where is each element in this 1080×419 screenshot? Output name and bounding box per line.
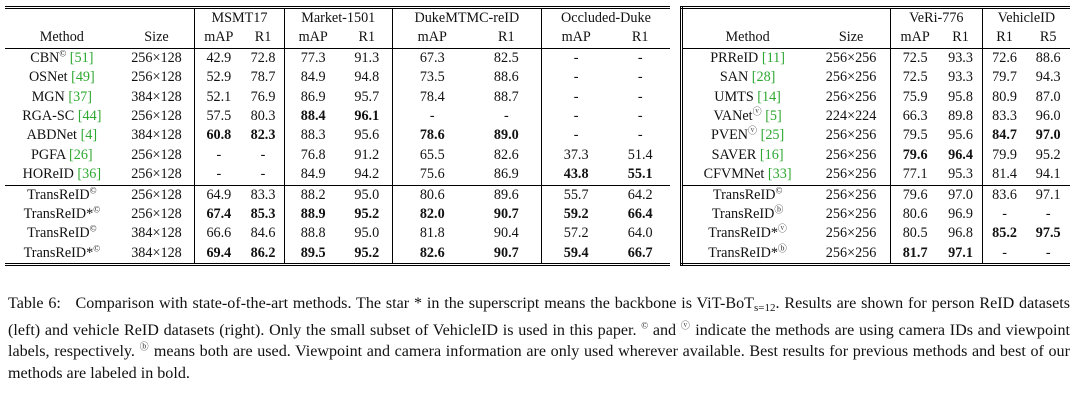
caption-text: means both are used. Viewpoint and camera information are only used wherever available. Best results for previous methods and best of our methods are labeled in bold. <box>8 343 1070 382</box>
metric-header: mAP <box>890 28 939 48</box>
value-cell: 51.4 <box>627 146 653 163</box>
method-name: TransReID <box>27 186 90 203</box>
value-cell: 95.7 <box>354 88 380 105</box>
value-cell: 96.0 <box>1035 108 1061 125</box>
col-header-method <box>682 8 813 29</box>
table-row <box>682 224 1071 243</box>
method-cell <box>5 146 119 165</box>
value-cell: 78.6 <box>392 126 471 145</box>
method-cell <box>5 205 119 224</box>
method-symbol: © <box>89 184 97 195</box>
value-cell: 75.6 <box>392 165 471 185</box>
value-cell: 67.4 <box>195 205 243 224</box>
dataset-header: Occluded-Duke <box>541 8 670 29</box>
table-row <box>5 244 670 265</box>
method-cell <box>5 126 119 145</box>
value-cell: 64.2 <box>627 186 653 203</box>
value-cell: 88.3 <box>284 126 342 145</box>
value-cell: - <box>982 244 1026 265</box>
value-cell: 67.3 <box>392 48 471 68</box>
value-cell: 94.3 <box>1035 69 1061 86</box>
method-symbol: © <box>59 48 67 59</box>
size-cell: 384×128 <box>131 127 182 144</box>
value-cell: - <box>637 88 643 105</box>
value-cell: 81.7 <box>890 244 939 265</box>
citation: [44] <box>77 108 102 125</box>
table-row <box>5 185 670 205</box>
value-cell: 89.0 <box>493 127 519 144</box>
method-symbol: ⓥ <box>752 106 762 117</box>
value-cell: 79.5 <box>890 126 939 145</box>
citation: [25] <box>760 127 785 144</box>
value-cell: 57.2 <box>541 224 610 243</box>
citation: [5] <box>765 108 782 125</box>
value-cell: 80.3 <box>250 108 276 125</box>
value-cell: 37.3 <box>541 146 610 165</box>
vehicle-reid-rows <box>682 48 1071 264</box>
value-cell: 60.8 <box>195 126 243 145</box>
value-cell: 95.8 <box>948 88 973 105</box>
size-cell: 256×256 <box>825 88 877 105</box>
value-cell: 78.4 <box>392 88 471 107</box>
table-row <box>5 88 670 107</box>
method-name: CBN <box>30 49 60 66</box>
value-cell: 93.3 <box>948 69 973 86</box>
value-cell: 95.2 <box>354 206 380 223</box>
citation: [33] <box>767 166 792 183</box>
both-symbol: ⓑ <box>139 341 150 352</box>
citation: [28] <box>751 69 776 86</box>
method-name: TransReID* <box>23 206 94 223</box>
value-cell: 96.1 <box>354 108 380 125</box>
value-cell: 85.3 <box>250 206 276 223</box>
value-cell: 76.9 <box>250 88 276 105</box>
caption-text: Comparison with state-of-the-art methods. The star * in the superscript means the backbone is ViT-BoT <box>75 295 754 312</box>
method-symbol: © <box>89 223 97 234</box>
method-name: ABDNet <box>26 127 78 144</box>
table-row <box>682 165 1071 185</box>
size-cell: 384×128 <box>131 88 182 105</box>
value-cell: 96.4 <box>948 146 973 163</box>
citation: [51] <box>69 49 94 66</box>
value-cell: 84.6 <box>250 225 276 242</box>
value-cell: 89.5 <box>284 244 342 265</box>
value-cell: 66.3 <box>890 107 939 126</box>
citation: [11] <box>761 49 785 66</box>
metric-header: R1 <box>939 28 982 48</box>
metric-header: mAP <box>541 28 610 48</box>
method-cell <box>5 88 119 107</box>
table-row <box>5 224 670 243</box>
size-header: Size <box>119 28 195 48</box>
metric-header: R1 <box>982 28 1026 48</box>
value-cell: 84.9 <box>284 68 342 87</box>
citation: [14] <box>757 88 781 105</box>
value-cell: 59.2 <box>541 205 610 224</box>
value-cell: 95.0 <box>354 186 380 203</box>
value-cell: 84.9 <box>284 165 342 185</box>
value-cell: 55.1 <box>610 165 670 185</box>
value-cell: 95.2 <box>1035 146 1061 163</box>
value-cell: 66.6 <box>195 224 243 243</box>
value-cell: - <box>637 127 643 144</box>
value-cell: 81.4 <box>982 165 1026 185</box>
value-cell: 82.6 <box>493 146 519 163</box>
size-header: Size <box>812 28 890 48</box>
value-cell: 97.1 <box>939 244 982 265</box>
method-cell <box>682 68 813 87</box>
method-name: UMTS <box>714 88 754 105</box>
value-cell: 96.8 <box>948 225 973 242</box>
dataset-header: VehicleID <box>982 8 1070 29</box>
method-symbol: © <box>775 184 783 195</box>
method-cell <box>5 165 119 185</box>
method-name: TransReID <box>712 186 776 203</box>
method-symbol: © <box>93 243 101 254</box>
method-cell <box>5 107 119 126</box>
col-header-method <box>5 8 119 29</box>
method-cell <box>5 244 119 265</box>
value-cell: 83.3 <box>982 107 1026 126</box>
value-cell: 93.3 <box>948 49 973 66</box>
value-cell: 86.9 <box>472 165 542 185</box>
value-cell: 80.6 <box>392 185 471 205</box>
method-name: PVEN <box>710 127 749 144</box>
table-row <box>682 205 1071 224</box>
method-header: Method <box>682 28 813 48</box>
value-cell: 94.8 <box>354 69 380 86</box>
method-name: TransReID* <box>708 225 778 242</box>
method-symbol: ⓑ <box>774 204 784 215</box>
value-cell: 73.5 <box>392 68 471 87</box>
value-cell: 91.3 <box>354 49 380 66</box>
value-cell: 57.5 <box>195 107 243 126</box>
value-cell: 55.7 <box>541 185 610 205</box>
value-cell: 66.4 <box>627 206 653 223</box>
table-row <box>5 68 670 87</box>
table-row <box>5 107 670 126</box>
col-header-size <box>119 8 195 29</box>
method-name: MGN <box>31 88 65 105</box>
metric-header: mAP <box>195 28 243 48</box>
size-cell: 256×128 <box>131 69 182 86</box>
size-cell: 224×224 <box>825 108 877 125</box>
caption-text: indicate the methods are using camera IDs and viewpoint labels, respectively. <box>8 321 1071 360</box>
size-cell: 256×128 <box>131 206 182 223</box>
size-cell: 256×128 <box>131 146 182 163</box>
method-cell <box>682 146 813 165</box>
value-cell: 64.9 <box>195 185 243 205</box>
value-cell: - <box>242 165 284 185</box>
metric-header: R1 <box>342 28 393 48</box>
value-cell: - <box>637 69 643 86</box>
method-name: PGFA <box>31 146 66 163</box>
caption-text: and <box>652 321 677 339</box>
value-cell: 80.6 <box>890 205 939 224</box>
value-cell: 95.3 <box>939 165 982 185</box>
value-cell: 80.9 <box>982 88 1026 107</box>
citation: [4] <box>80 127 98 144</box>
table-row <box>682 244 1071 265</box>
value-cell: 76.8 <box>284 146 342 165</box>
value-cell: 72.8 <box>250 49 276 66</box>
value-cell: - <box>1045 206 1051 223</box>
method-symbol: ⓥ <box>748 125 758 136</box>
size-cell: 256×256 <box>825 206 877 223</box>
caption-subscript: s=12 <box>753 302 776 314</box>
size-cell: 384×128 <box>131 225 182 242</box>
table-row <box>682 107 1071 126</box>
value-cell: - <box>1026 244 1070 265</box>
value-cell: 82.3 <box>250 127 276 144</box>
method-cell <box>5 68 119 87</box>
size-cell: 256×128 <box>131 186 182 203</box>
method-cell <box>682 48 813 68</box>
value-cell: - <box>195 146 243 165</box>
method-cell <box>5 185 119 205</box>
metric-header: R1 <box>242 28 284 48</box>
value-cell: - <box>541 107 610 126</box>
method-symbol: © <box>93 204 101 215</box>
value-cell: 80.5 <box>890 224 939 243</box>
method-symbol: ⓑ <box>777 243 787 254</box>
table-row <box>5 146 670 165</box>
size-cell: 256×256 <box>825 146 877 163</box>
table-caption <box>8 293 1070 384</box>
person-reid-rows <box>5 48 670 264</box>
citation: [49] <box>71 69 95 86</box>
size-cell: 256×256 <box>825 49 877 66</box>
method-cell <box>682 244 813 265</box>
value-cell: 82.5 <box>493 49 519 66</box>
value-cell: 69.4 <box>195 244 243 265</box>
value-cell: 59.4 <box>541 244 610 265</box>
table-row <box>682 88 1071 107</box>
value-cell: 72.6 <box>982 48 1026 68</box>
citation: [37] <box>68 88 92 105</box>
value-cell: 52.9 <box>195 68 243 87</box>
metric-header: R5 <box>1026 28 1070 48</box>
table-row <box>682 48 1071 68</box>
size-cell: 384×128 <box>119 244 195 265</box>
value-cell: 83.3 <box>250 186 276 203</box>
value-cell: 94.2 <box>342 165 393 185</box>
value-cell: 79.6 <box>890 146 939 165</box>
value-cell: - <box>541 88 610 107</box>
viewpoint-symbol: ⓥ <box>680 320 691 331</box>
value-cell: 79.7 <box>982 68 1026 87</box>
value-cell: 66.7 <box>610 244 670 265</box>
value-cell: 52.1 <box>195 88 243 107</box>
value-cell: - <box>541 68 610 87</box>
size-cell: 256×128 <box>131 108 182 125</box>
value-cell: 72.5 <box>890 68 939 87</box>
value-cell: 88.6 <box>1035 49 1061 66</box>
value-cell: 81.8 <box>392 224 471 243</box>
value-cell: - <box>503 108 509 125</box>
value-cell: 82.0 <box>392 205 471 224</box>
size-cell: 256×256 <box>812 244 890 265</box>
value-cell: 78.7 <box>250 69 276 86</box>
metric-header: mAP <box>392 28 471 48</box>
method-name: SAN <box>719 69 749 86</box>
method-name: TransReID <box>711 206 775 223</box>
value-cell: 83.6 <box>982 185 1026 205</box>
method-name: SAVER <box>711 146 757 163</box>
method-header: Method <box>5 28 119 48</box>
value-cell: - <box>392 107 471 126</box>
size-cell: 256×256 <box>825 69 877 86</box>
value-cell: 79.6 <box>890 185 939 205</box>
value-cell: 97.1 <box>1035 186 1061 203</box>
value-cell: 86.9 <box>284 88 342 107</box>
value-cell: 89.6 <box>493 186 519 203</box>
method-name: OSNet <box>28 69 68 86</box>
method-cell <box>682 88 813 107</box>
value-cell: - <box>541 126 610 145</box>
value-cell: 87.0 <box>1035 88 1061 105</box>
value-cell: 88.6 <box>493 69 519 86</box>
dataset-header: MSMT17 <box>195 8 284 29</box>
method-cell <box>682 126 813 145</box>
method-cell <box>682 205 813 224</box>
dataset-header: Market-1501 <box>284 8 392 29</box>
person-reid-table <box>5 6 670 266</box>
value-cell: 65.5 <box>392 146 471 165</box>
table-row <box>682 126 1071 145</box>
table-row <box>5 126 670 145</box>
value-cell: 72.5 <box>890 48 939 68</box>
value-cell: 88.4 <box>284 107 342 126</box>
value-cell: 97.0 <box>948 186 973 203</box>
value-cell: 90.4 <box>493 225 519 242</box>
value-cell: 77.3 <box>284 48 342 68</box>
table-row <box>682 146 1071 165</box>
value-cell: 95.2 <box>342 244 393 265</box>
metric-header: mAP <box>284 28 342 48</box>
camera-symbol: © <box>641 320 649 331</box>
value-cell: - <box>541 48 610 68</box>
vehicle-reid-table <box>680 6 1070 266</box>
value-cell: 88.9 <box>284 205 342 224</box>
value-cell: 96.9 <box>948 206 973 223</box>
value-cell: - <box>195 165 243 185</box>
citation: [36] <box>77 166 102 183</box>
value-cell: 43.8 <box>541 165 610 185</box>
size-cell: 256×128 <box>119 165 195 185</box>
value-cell: - <box>637 108 643 125</box>
table-row <box>5 205 670 224</box>
method-name: TransReID <box>27 225 90 242</box>
value-cell: 90.7 <box>472 244 542 265</box>
method-cell <box>682 165 813 185</box>
method-cell <box>682 224 813 243</box>
value-cell: 90.7 <box>493 206 519 223</box>
table-row <box>5 48 670 68</box>
value-cell: 84.7 <box>982 126 1026 145</box>
value-cell: 79.9 <box>982 146 1026 165</box>
metric-header: R1 <box>472 28 542 48</box>
size-cell: 256×256 <box>825 186 877 203</box>
method-cell <box>682 107 813 126</box>
value-cell: 95.0 <box>354 225 380 242</box>
dataset-header: DukeMTMC-reID <box>392 8 541 29</box>
value-cell: 89.8 <box>948 108 973 125</box>
caption-label: Table 6: <box>8 295 61 312</box>
value-cell: 85.2 <box>982 224 1026 243</box>
size-cell: 256×256 <box>825 225 877 242</box>
value-cell: 64.0 <box>627 225 653 242</box>
size-cell: 256×256 <box>825 127 877 144</box>
value-cell: 91.2 <box>354 146 380 163</box>
metric-header: R1 <box>610 28 670 48</box>
size-cell: 256×256 <box>812 165 890 185</box>
method-name: TransReID* <box>23 244 94 261</box>
value-cell: 77.1 <box>890 165 939 185</box>
method-name: RGA-SC <box>22 108 75 125</box>
caption-text: . Results are shown for person ReID datasets (left) and vehicle ReID datasets (right). Only the small subset of VehicleID is used in this paper. <box>8 295 1070 339</box>
method-name: VANet <box>713 108 753 125</box>
method-symbol: ⓥ <box>777 223 787 234</box>
value-cell: 94.1 <box>1026 165 1070 185</box>
value-cell: 95.6 <box>948 127 973 144</box>
value-cell: 82.6 <box>392 244 471 265</box>
value-cell: 42.9 <box>195 48 243 68</box>
value-cell: 88.8 <box>284 224 342 243</box>
value-cell: - <box>637 49 643 66</box>
citation: [16] <box>759 146 784 163</box>
value-cell: 86.2 <box>242 244 284 265</box>
value-cell: 97.0 <box>1035 127 1061 144</box>
value-cell: 95.6 <box>354 127 380 144</box>
value-cell: 97.5 <box>1035 225 1061 242</box>
method-name: CFVMNet <box>703 166 765 183</box>
value-cell: - <box>982 205 1026 224</box>
value-cell: 88.2 <box>284 185 342 205</box>
value-cell: 75.9 <box>890 88 939 107</box>
method-name: PRReID <box>710 49 759 66</box>
method-cell <box>5 224 119 243</box>
dataset-header: VeRi-776 <box>890 8 982 29</box>
method-cell <box>682 185 813 205</box>
method-cell <box>5 48 119 68</box>
table-row <box>682 68 1071 87</box>
table-row <box>682 185 1071 205</box>
value-cell: - <box>260 146 266 163</box>
method-name: TransReID* <box>708 244 778 261</box>
citation: [26] <box>69 146 93 163</box>
method-name: HOReID <box>22 166 74 183</box>
size-cell: 256×128 <box>131 49 182 66</box>
col-header-size <box>812 8 890 29</box>
table-row <box>5 165 670 185</box>
value-cell: 88.7 <box>493 88 519 105</box>
